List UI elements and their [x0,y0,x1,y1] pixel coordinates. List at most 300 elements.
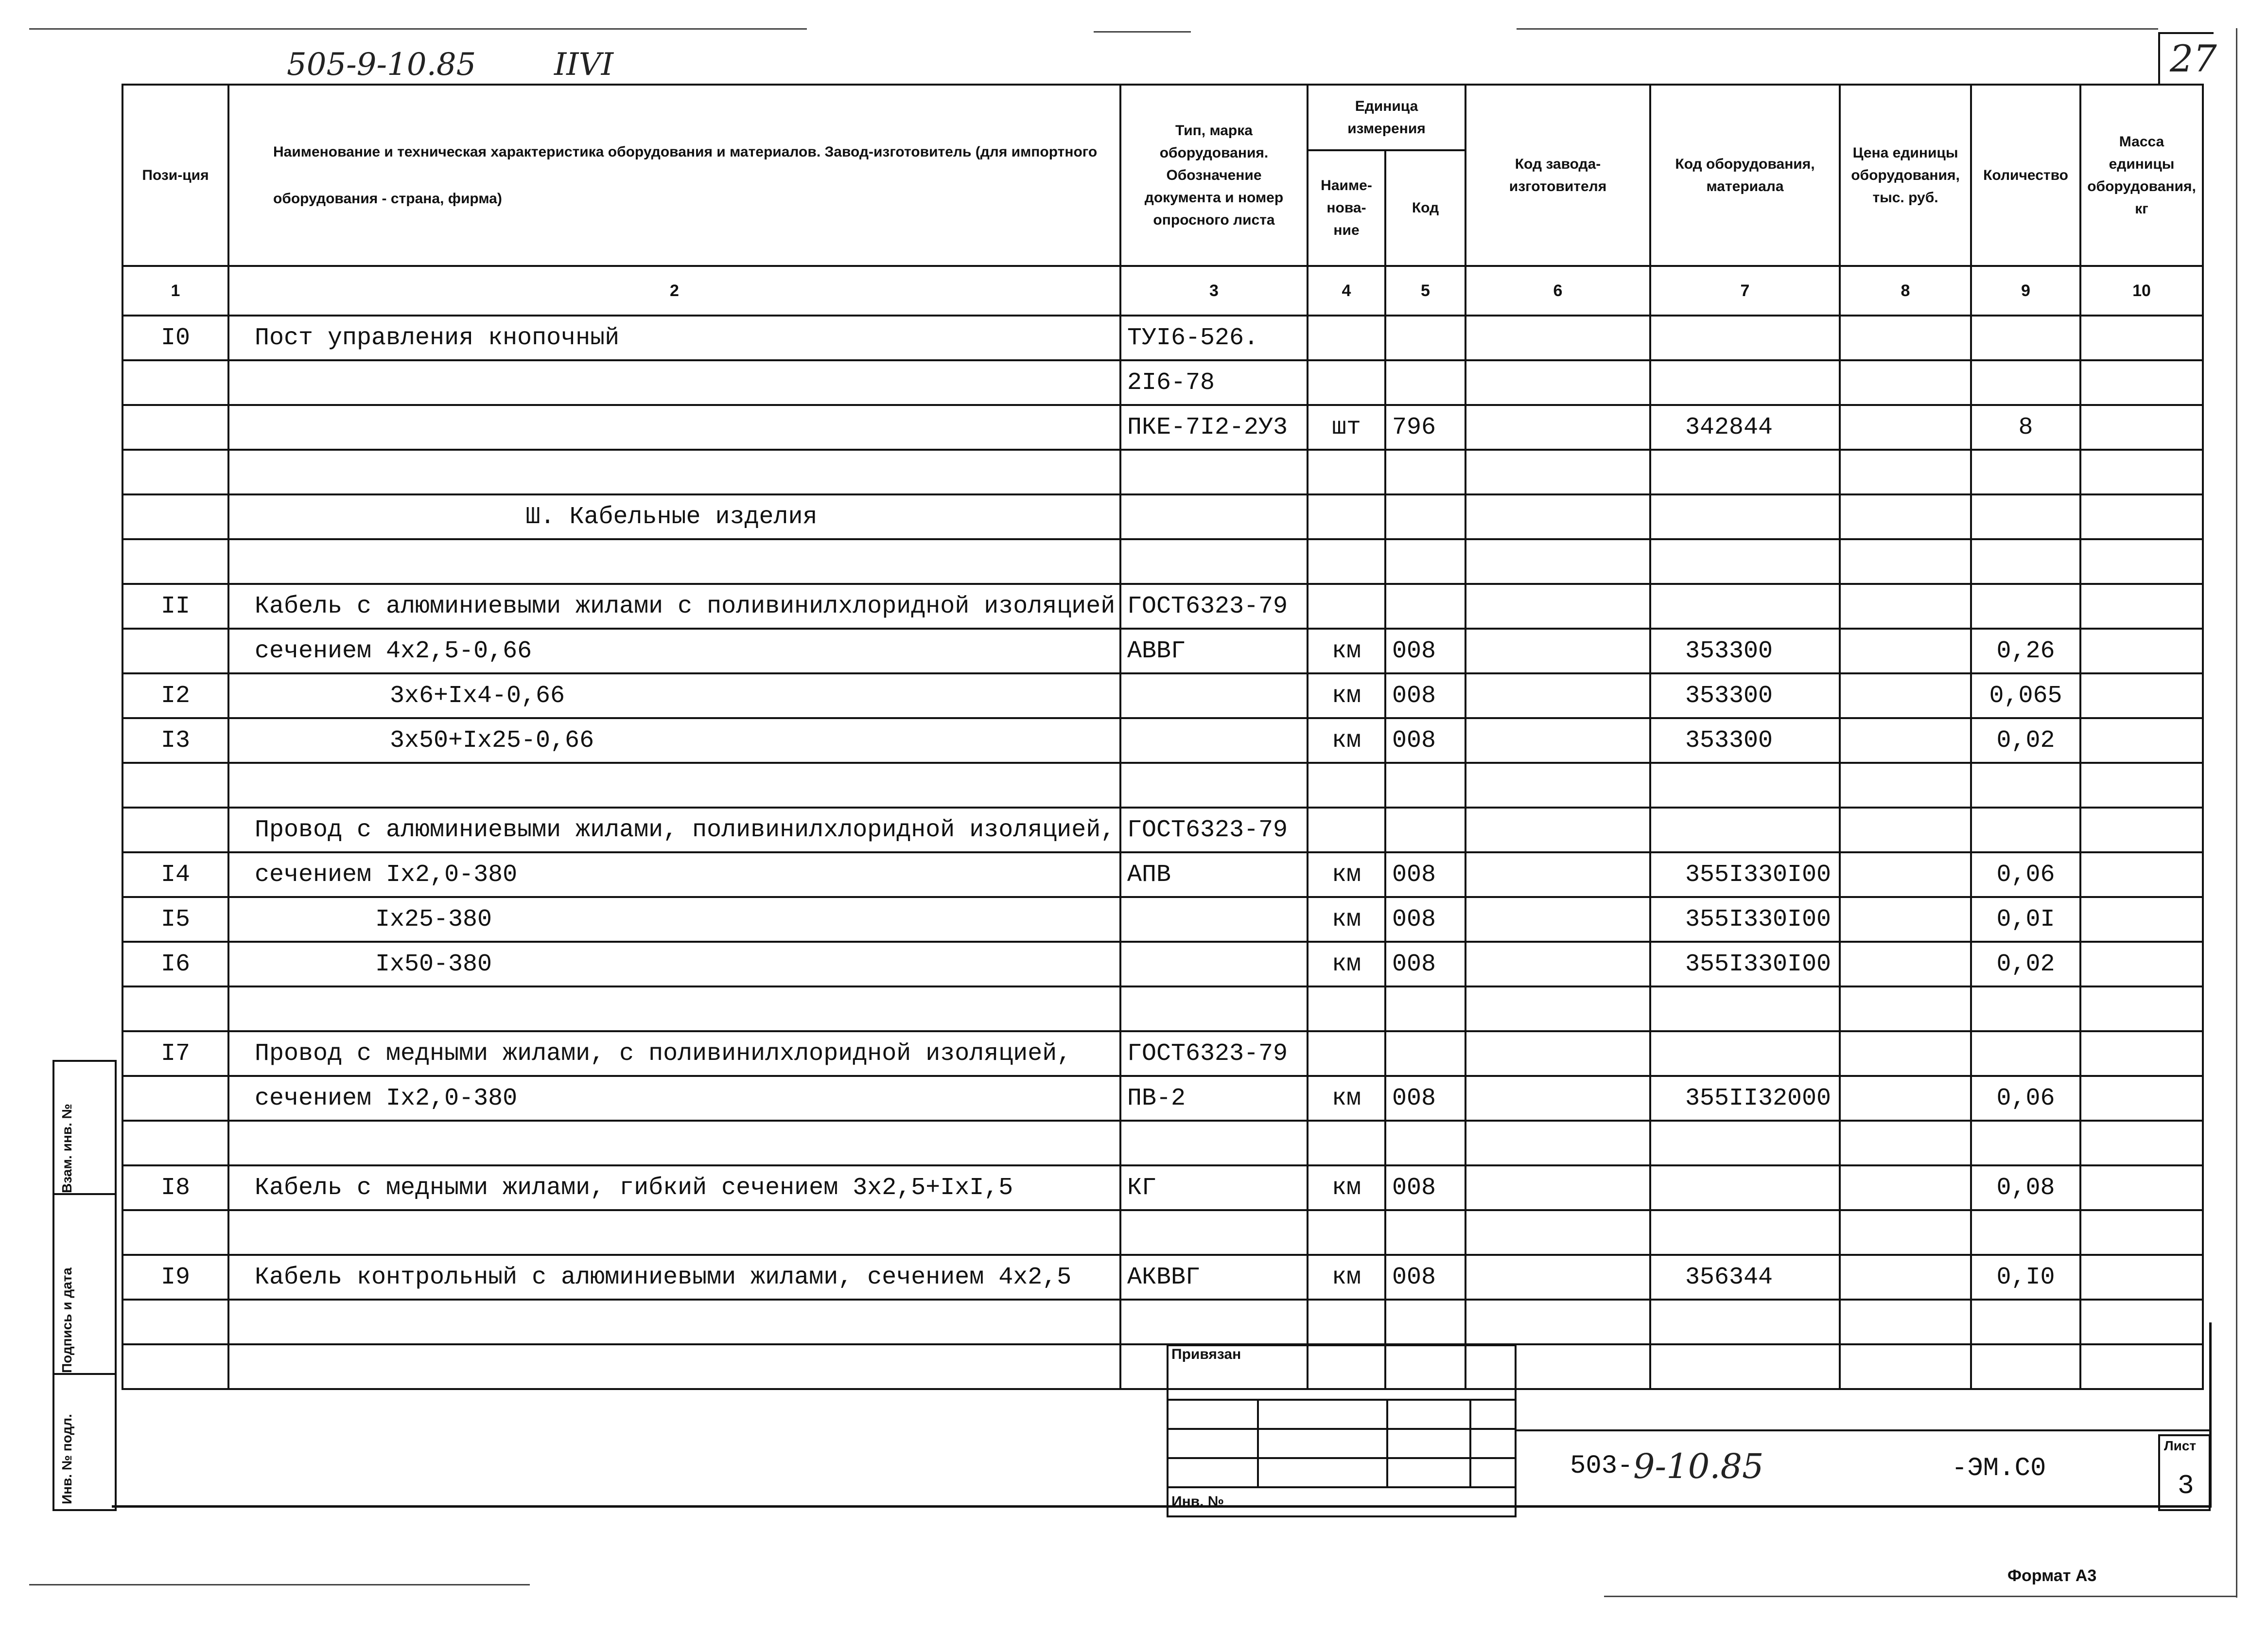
column-number: 4 [1308,266,1385,316]
row-unit-code: 008 [1385,1165,1465,1210]
row-unit-code [1385,450,1465,494]
side-label-replace-inv: Взам. инв. № [59,1104,74,1193]
table-row [122,718,2203,763]
row-price [1840,897,1971,942]
table-row [122,1300,2203,1344]
row-maker-code [1465,808,1650,852]
row-maker-code [1465,897,1650,942]
binding-stamp [1167,1344,1517,1517]
row-name [228,450,1120,494]
title-block-top-line [1517,1429,2212,1431]
col-header-unit-group: Единица измерения [1308,85,1465,150]
row-unit-name: км [1308,673,1385,718]
row-position [122,1121,228,1165]
row-name [228,1344,1120,1389]
row-position: I8 [122,1165,228,1210]
row-mass [2080,316,2203,360]
row-quantity: 0,06 [1971,1076,2080,1121]
side-label-original-inv: Инв. № подл. [59,1414,74,1504]
row-type [1120,986,1308,1031]
row-mass [2080,1031,2203,1076]
row-unit-name [1308,763,1385,808]
row-unit-code: 008 [1385,942,1465,986]
row-price [1840,450,1971,494]
row-mass [2080,1210,2203,1255]
row-quantity [1971,584,2080,629]
row-mass [2080,763,2203,808]
column-number: 6 [1465,266,1650,316]
row-item-code [1650,360,1840,405]
row-mass [2080,405,2203,450]
handwritten-volume: IIVI [554,47,614,83]
table-row [122,986,2203,1031]
row-quantity: 0,06 [1971,852,2080,897]
row-name [228,1300,1120,1344]
row-item-code [1650,1165,1840,1210]
row-item-code [1650,763,1840,808]
row-maker-code [1465,1076,1650,1121]
row-quantity [1971,450,2080,494]
row-item-code [1650,539,1840,584]
row-type [1120,1210,1308,1255]
row-unit-name [1308,360,1385,405]
row-type [1120,763,1308,808]
row-mass [2080,360,2203,405]
cut-mark-top-mid [1094,31,1191,33]
side-approval-strip [52,1060,117,1511]
frame-bottom-line [112,1505,2212,1508]
cut-mark-bottom-left [29,1584,530,1585]
row-type [1120,1300,1308,1344]
row-mass [2080,1165,2203,1210]
column-number: 3 [1120,266,1308,316]
cut-mark-right-vertical [2236,28,2237,1598]
sheet-number: 3 [2178,1470,2194,1501]
page-number: 27 [2170,37,2217,80]
row-price [1840,1165,1971,1210]
row-price [1840,763,1971,808]
row-type: ГОСТ6323-79 [1120,1031,1308,1076]
row-position: I9 [122,1255,228,1300]
specification-body [122,316,2203,1389]
row-quantity [1971,1031,2080,1076]
doc-code-suffix: -ЭМ.С0 [1952,1454,2046,1483]
row-name: 3x6+Ix4-0,66 [228,673,1120,718]
col-header-unit-name: Наиме-нова-ние [1308,150,1385,266]
row-quantity: 0,0I [1971,897,2080,942]
row-maker-code [1465,450,1650,494]
row-mass [2080,718,2203,763]
row-type [1120,450,1308,494]
doc-code-prefix: 503- [1570,1451,1633,1481]
table-row [122,360,2203,405]
table-row [122,1031,2203,1076]
row-quantity: 0,065 [1971,673,2080,718]
row-maker-code [1465,718,1650,763]
row-maker-code [1465,360,1650,405]
table-row [122,405,2203,450]
row-unit-code: 008 [1385,629,1465,673]
col-header-item-code: Код оборудования, материала [1650,85,1840,266]
row-position [122,986,228,1031]
row-maker-code [1465,763,1650,808]
row-position [122,1210,228,1255]
row-unit-name [1308,1300,1385,1344]
row-item-code: 353300 [1650,629,1840,673]
row-maker-code [1465,673,1650,718]
row-unit-code [1385,1121,1465,1165]
row-maker-code [1465,1031,1650,1076]
row-type: ГОСТ6323-79 [1120,808,1308,852]
row-position: I6 [122,942,228,986]
row-unit-name: км [1308,897,1385,942]
table-row [122,1121,2203,1165]
col-header-maker-code: Код завода-изготовителя [1465,85,1650,266]
row-maker-code [1465,942,1650,986]
row-type: ГОСТ6323-79 [1120,584,1308,629]
row-unit-code [1385,763,1465,808]
row-name [228,986,1120,1031]
row-price [1840,539,1971,584]
format-label: Формат А3 [2007,1567,2097,1585]
row-item-code: 355I330I00 [1650,942,1840,986]
row-price [1840,494,1971,539]
row-maker-code [1465,1300,1650,1344]
table-row [122,584,2203,629]
row-position: I3 [122,718,228,763]
column-number: 8 [1840,266,1971,316]
side-label-signature-date: Подпись и дата [59,1267,74,1373]
table-row [122,629,2203,673]
handwritten-code: 505-9-10.85 [287,47,476,83]
row-price [1840,405,1971,450]
row-price [1840,673,1971,718]
row-position [122,1300,228,1344]
col-header-name: Наименование и техническая характеристика оборудования и материалов. Завод-изготовитель (для импортного оборудования - страна, фирма) [228,85,1120,266]
row-position [122,494,228,539]
column-number: 2 [228,266,1120,316]
row-position [122,629,228,673]
row-item-code [1650,450,1840,494]
row-unit-name: км [1308,629,1385,673]
row-price [1840,718,1971,763]
row-unit-name [1308,494,1385,539]
row-quantity [1971,808,2080,852]
row-maker-code [1465,1121,1650,1165]
row-maker-code [1465,316,1650,360]
row-unit-name: км [1308,1165,1385,1210]
row-position: I4 [122,852,228,897]
row-price [1840,852,1971,897]
table-row [122,1255,2203,1300]
col-header-position: Пози-ция [122,85,228,266]
row-item-code [1650,986,1840,1031]
row-unit-code [1385,316,1465,360]
row-price [1840,1255,1971,1300]
row-quantity [1971,763,2080,808]
row-unit-code [1385,986,1465,1031]
row-price [1840,1121,1971,1165]
row-unit-name [1308,1031,1385,1076]
row-position [122,763,228,808]
row-quantity: 0,08 [1971,1165,2080,1210]
row-unit-code [1385,494,1465,539]
cut-mark-top-left [29,28,807,30]
table-row [122,1076,2203,1121]
row-price [1840,1076,1971,1121]
page-number-box [2158,32,2217,85]
row-unit-code [1385,360,1465,405]
row-quantity: 0,02 [1971,942,2080,986]
specification-table [122,84,2204,1390]
row-position [122,360,228,405]
row-maker-code [1465,584,1650,629]
row-unit-name [1308,1210,1385,1255]
row-item-code: 355II32000 [1650,1076,1840,1121]
row-unit-code: 008 [1385,1076,1465,1121]
row-item-code: 353300 [1650,673,1840,718]
table-row [122,316,2203,360]
row-item-code [1650,1344,1840,1389]
column-number: 1 [122,266,228,316]
row-mass [2080,539,2203,584]
table-row [122,1344,2203,1389]
row-name: Ш. Кабельные изделия [228,494,1120,539]
row-type [1120,942,1308,986]
row-quantity [1971,539,2080,584]
row-mass [2080,629,2203,673]
row-mass [2080,673,2203,718]
column-number: 9 [1971,266,2080,316]
row-position [122,808,228,852]
row-position [122,1076,228,1121]
row-unit-code: 008 [1385,673,1465,718]
row-price [1840,360,1971,405]
row-item-code: 355I330I00 [1650,897,1840,942]
row-name: Ix25-380 [228,897,1120,942]
row-unit-name [1308,1121,1385,1165]
col-header-quantity: Количество [1971,85,2080,266]
row-price [1840,629,1971,673]
row-price [1840,1300,1971,1344]
row-mass [2080,852,2203,897]
row-quantity: 0,I0 [1971,1255,2080,1300]
row-unit-code: 008 [1385,718,1465,763]
row-unit-name: шт [1308,405,1385,450]
row-maker-code [1465,1210,1650,1255]
row-item-code [1650,808,1840,852]
row-type [1120,539,1308,584]
row-item-code: 342844 [1650,405,1840,450]
row-item-code [1650,494,1840,539]
row-unit-name: км [1308,1255,1385,1300]
row-unit-code [1385,1300,1465,1344]
row-unit-name [1308,450,1385,494]
row-unit-code [1385,1031,1465,1076]
stamp-bound-label: Привязан [1171,1346,1241,1362]
row-type: АПВ [1120,852,1308,897]
row-name: 3x50+Ix25-0,66 [228,718,1120,763]
row-position [122,1344,228,1389]
row-quantity [1971,360,2080,405]
row-position: I0 [122,316,228,360]
table-row [122,494,2203,539]
row-unit-code [1385,584,1465,629]
cut-mark-bottom-right [1604,1596,2236,1597]
row-item-code [1650,584,1840,629]
row-mass [2080,1121,2203,1165]
column-number: 10 [2080,266,2203,316]
row-type: ПВ-2 [1120,1076,1308,1121]
row-unit-code [1385,808,1465,852]
row-price [1840,942,1971,986]
table-row [122,897,2203,942]
col-header-price: Цена единицы оборудования, тыс. руб. [1840,85,1971,266]
row-unit-code: 008 [1385,852,1465,897]
row-type: ТУI6-526. [1120,316,1308,360]
row-item-code [1650,1210,1840,1255]
row-name: Пост управления кнопочный [228,316,1120,360]
column-number-row [122,266,2203,316]
row-quantity [1971,986,2080,1031]
row-type [1120,897,1308,942]
row-quantity: 0,02 [1971,718,2080,763]
row-unit-name: км [1308,718,1385,763]
table-row [122,852,2203,897]
row-price [1840,1344,1971,1389]
row-type: АВВГ [1120,629,1308,673]
table-row [122,539,2203,584]
row-maker-code [1465,1165,1650,1210]
row-type [1120,718,1308,763]
row-mass [2080,942,2203,986]
row-mass [2080,986,2203,1031]
row-name: сечением Ix2,0-380 [228,1076,1120,1121]
row-mass [2080,808,2203,852]
row-position [122,539,228,584]
row-position [122,405,228,450]
row-item-code: 356344 [1650,1255,1840,1300]
row-quantity [1971,316,2080,360]
row-name: Кабель с медными жилами, гибкий сечением 3x2,5+IxI,5 [228,1165,1120,1210]
row-quantity: 8 [1971,405,2080,450]
row-quantity: 0,26 [1971,629,2080,673]
row-unit-name [1308,539,1385,584]
row-mass [2080,494,2203,539]
row-unit-name: км [1308,1076,1385,1121]
row-mass [2080,450,2203,494]
row-unit-code [1385,1210,1465,1255]
row-quantity [1971,1344,2080,1389]
row-item-code [1650,1121,1840,1165]
row-maker-code [1465,986,1650,1031]
row-unit-name: км [1308,942,1385,986]
row-unit-code [1385,539,1465,584]
row-mass [2080,1344,2203,1389]
row-maker-code [1465,629,1650,673]
col-header-type: Тип, марка оборудования. Обозначение документа и номер опросного листа [1120,85,1308,266]
row-price [1840,1031,1971,1076]
row-name [228,1121,1120,1165]
doc-code-handwritten: 9-10.85 [1633,1446,1764,1486]
row-type [1120,1121,1308,1165]
row-maker-code [1465,852,1650,897]
row-unit-code: 796 [1385,405,1465,450]
row-type [1120,494,1308,539]
row-unit-name [1308,584,1385,629]
row-maker-code [1465,405,1650,450]
row-quantity [1971,494,2080,539]
row-type: АКВВГ [1120,1255,1308,1300]
row-quantity [1971,1210,2080,1255]
table-row [122,1165,2203,1210]
row-name: Провод с медными жилами, с поливинилхлоридной изоляцией, [228,1031,1120,1076]
row-mass [2080,1255,2203,1300]
row-name [228,539,1120,584]
row-type [1120,673,1308,718]
row-item-code [1650,1031,1840,1076]
row-unit-name [1308,808,1385,852]
row-position: I2 [122,673,228,718]
table-row [122,450,2203,494]
row-name: Провод с алюминиевыми жилами, поливинилхлоридной изоляцией, [228,808,1120,852]
row-position [122,450,228,494]
row-name [228,405,1120,450]
sheet-label: Лист [2164,1438,2197,1453]
col-header-unit-code: Код [1385,150,1465,266]
sheet-number-box [2158,1434,2211,1511]
column-number: 7 [1650,266,1840,316]
row-name [228,360,1120,405]
row-name: сечением Ix2,0-380 [228,852,1120,897]
table-row [122,942,2203,986]
row-maker-code [1465,1255,1650,1300]
table-row [122,1210,2203,1255]
col-header-mass: Масса единицы оборудования, кг [2080,85,2203,266]
column-number: 5 [1385,266,1465,316]
row-maker-code [1465,539,1650,584]
row-type: 2I6-78 [1120,360,1308,405]
row-quantity [1971,1300,2080,1344]
row-mass [2080,1300,2203,1344]
row-name: Ix50-380 [228,942,1120,986]
row-type: КГ [1120,1165,1308,1210]
row-price [1840,584,1971,629]
row-unit-code: 008 [1385,1255,1465,1300]
row-position: I5 [122,897,228,942]
row-price [1840,986,1971,1031]
row-name: Кабель контрольный с алюминиевыми жилами, сечением 4x2,5 [228,1255,1120,1300]
row-item-code: 355I330I00 [1650,852,1840,897]
row-maker-code [1465,494,1650,539]
table-row [122,763,2203,808]
row-item-code [1650,1300,1840,1344]
table-row [122,808,2203,852]
cut-mark-top-right [1517,28,2158,30]
row-type: ПКЕ-7I2-2У3 [1120,405,1308,450]
row-item-code [1650,316,1840,360]
row-price [1840,808,1971,852]
row-name: сечением 4x2,5-0,66 [228,629,1120,673]
row-item-code: 353300 [1650,718,1840,763]
row-position: II [122,584,228,629]
row-mass [2080,1076,2203,1121]
row-name [228,763,1120,808]
row-mass [2080,584,2203,629]
row-name: Кабель с алюминиевыми жилами с поливинилхлоридной изоляцией [228,584,1120,629]
row-mass [2080,897,2203,942]
row-quantity [1971,1121,2080,1165]
